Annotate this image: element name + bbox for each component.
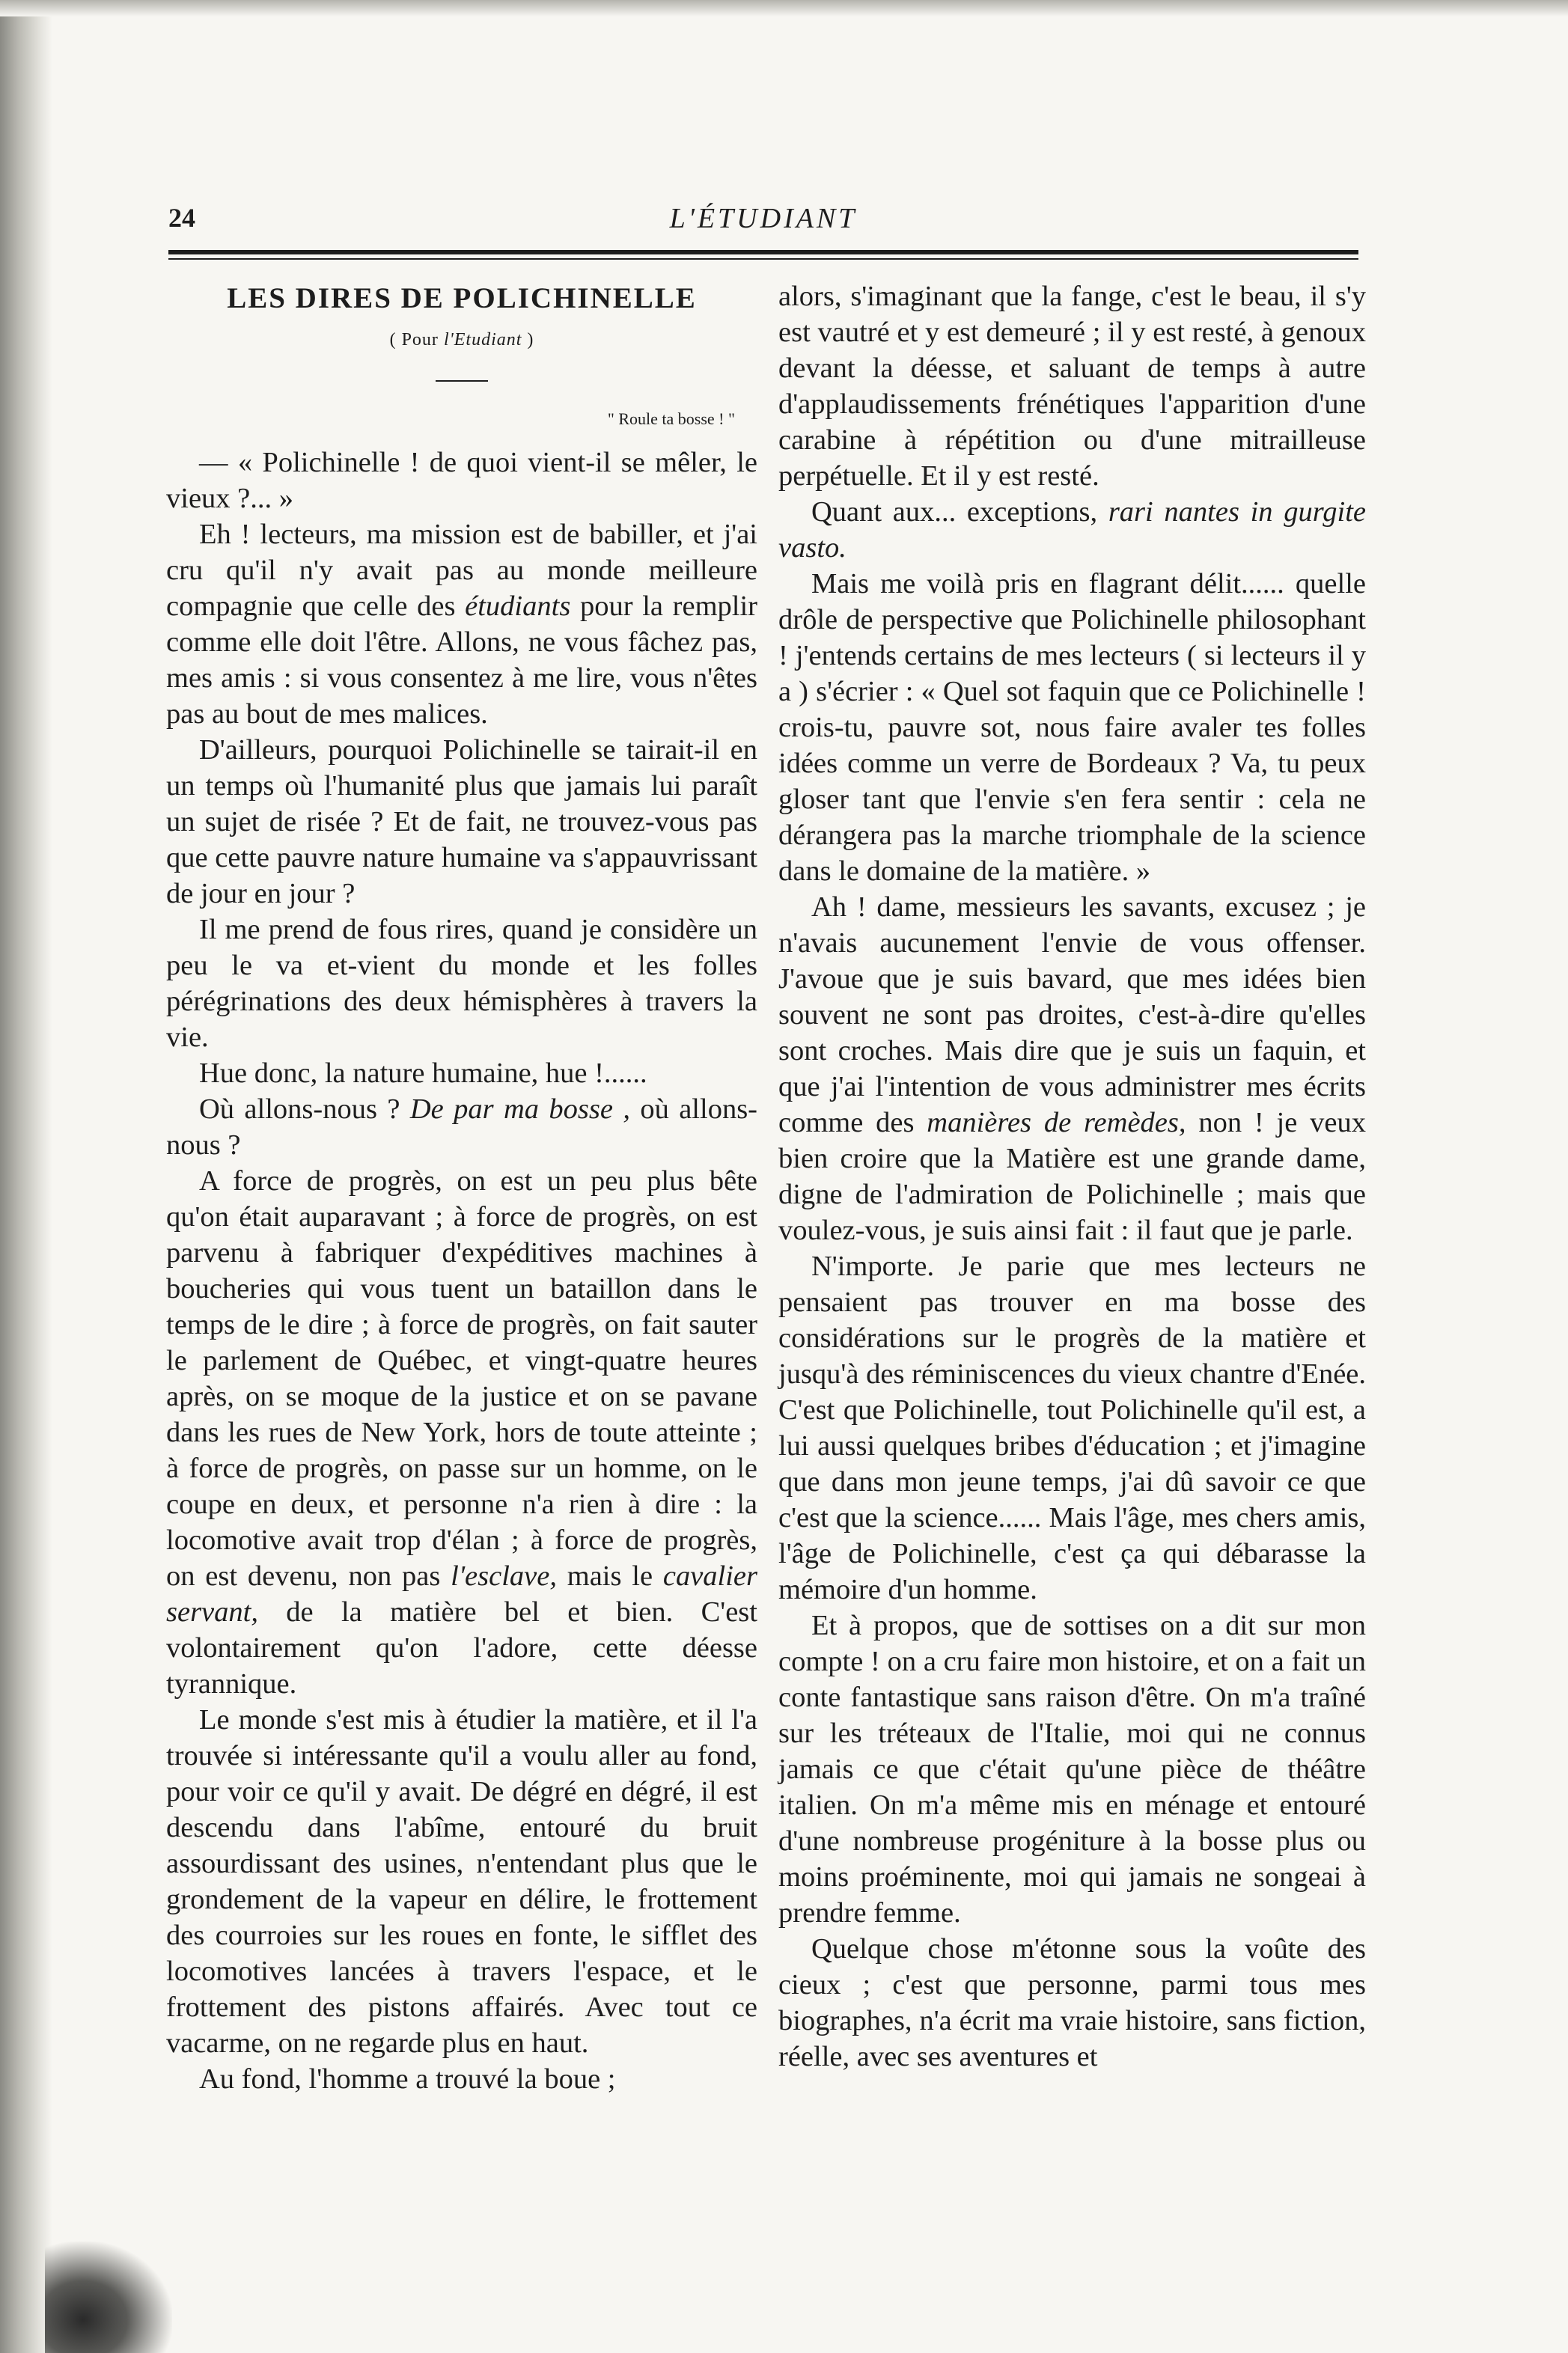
paragraph: Hue donc, la nature humaine, hue !...... xyxy=(199,1058,647,1089)
paragraph: Quant aux... exceptions, rari nantes in gurgite vasto. xyxy=(778,496,1366,564)
left-column xyxy=(166,278,757,2097)
header-rule-thin xyxy=(168,258,1358,260)
running-title: L'ÉTUDIANT xyxy=(669,203,858,234)
paragraph: N'importe. Je parie que mes lecteurs ne pensaient pas trouver en ma bosse des considérations sur le progrès de la matière et jusqu'à des réminiscences du vieux chantre d'Enée. C'est que Polichinelle, tout Polichinelle qu'il est, a lui aussi quelques bribes d'éducation ; et j'imagine que dans mon jeune temps, j'ai dû savoir ce que c'est que la science...... Mais l'âge, mes chers amis, l'âge de Polichinelle, c'est ça qui débarasse la mémoire d'un homme. xyxy=(778,1251,1366,1605)
paragraph: — « Polichinelle ! de quoi vient-il se mêler, le vieux ?... » xyxy=(166,447,757,514)
right-column xyxy=(778,278,1366,2075)
page-number: 24 xyxy=(168,203,195,233)
epigraph: " Roule ta bosse ! " xyxy=(607,409,735,428)
paragraph: Quelque chose m'étonne sous la voûte des cieux ; c'est que personne, parmi tous mes biographes, n'a écrit ma vraie histoire, sans fiction, réelle, avec ses aventures et xyxy=(778,1933,1366,2072)
paragraph: Il me prend de fous rires, quand je considère un peu le va et-vient du monde et les folles pérégrinations des deux hémisphères à travers la vie. xyxy=(166,914,757,1053)
article-title: LES DIRES DE POLICHINELLE xyxy=(227,282,697,314)
header-rule-thick xyxy=(168,250,1358,254)
page-top-edge xyxy=(0,0,1568,16)
paragraph: Le monde s'est mis à étudier la matière, et il l'a trouvée si intéressante qu'il a voulu aller au fond, pour voir ce qu'il y avait. De dégré en dégré, il est descendu dans l'abîme, entouré du bruit assourdissant des usines, n'entendant plus que le grondement de la vapeur en délire, le frottement des courroies sur les roues en fonte, le sifflet des locomotives lancées à travers l'espace, et le frottement des pistons affairés. Avec tout ce vacarme, on ne regarde plus en haut. xyxy=(166,1704,757,2059)
paragraph: D'ailleurs, pourquoi Polichinelle se tairait-il en un temps où l'humanité plus que jamais lui paraît un sujet de risée ? Et de fait, ne trouvez-vous pas que cette pauvre nature humaine va s'appauvrissant de jour en jour ? xyxy=(166,734,757,909)
article-byline: ( Pour l'Etudiant ) xyxy=(389,330,534,350)
paragraph: Où allons-nous ? De par ma bosse , où allons-nous ? xyxy=(166,1093,757,1161)
paragraph: Et à propos, que de sottises on a dit sur mon compte ! on a cru faire mon histoire, et on a fait un conte fantastique sans raison d'être. On m'a traîné sur les tréteaux de l'Italie, moi qui ne connus jamais ce que c'était qu'une pièce de théâtre italien. On m'a même mis en ménage et entouré d'une nombreuse progéniture à la bosse plus ou moins proéminente, moi qui jamais ne songeai à prendre femme. xyxy=(778,1610,1366,1929)
paragraph: A force de progrès, on est un peu plus bête qu'on était auparavant ; à force de progrès, on est parvenu à fabriquer d'expéditives machines à boucheries qui vous tuent un bataillon dans le temps de le dire ; à force de progrès, on fait sauter le parlement de Québec, et vingt-quatre heures après, on se moque de la justice et on se pavane dans les rues de New York, hors de toute atteinte ; à force de progrès, on passe sur un homme, on le coupe en deux, et personne n'a rien à dire : la locomotive avait trop d'élan ; à force de progrès, on est devenu, non pas l'esclave, mais le cavalier servant, de la matière bel et bien. C'est volontairement qu'on l'adore, cette déesse tyrannique. xyxy=(166,1165,757,1700)
paragraph: Eh ! lecteurs, ma mission est de babiller, et j'ai cru qu'il n'y avait pas au monde meilleure compagnie que celle des étudiants pour la remplir comme elle doit l'être. Allons, ne vous fâchez pas, mes amis : si vous consentez à me lire, vous n'êtes pas au bout de mes malices. xyxy=(166,519,757,730)
page-corner-shadow xyxy=(45,2241,172,2353)
page-binding-shadow xyxy=(0,0,52,2353)
paragraph: Ah ! dame, messieurs les savants, excusez ; je n'avais aucunement l'envie de vous offenser. J'avoue que je suis bavard, que mes idées bien souvent ne sont pas droites, c'est-à-dire qu'elles sont croches. Mais dire que je suis un faquin, et que j'ai l'intention de vous administrer mes écrits comme des manières de remèdes, non ! je veux bien croire que la Matière est une grande dame, digne de l'admiration de Polichinelle ; mais que voulez-vous, je suis ainsi fait : il faut que je parle. xyxy=(778,891,1366,1246)
paragraph: alors, s'imaginant que la fange, c'est le beau, il s'y est vautré et y est demeuré ; il y est resté, à genoux devant la déesse, et saluant de temps à autre d'applaudissements frénétiques l'apparition d'une carabine à répétition ou d'une mitrailleuse perpétuelle. Et il y est resté. xyxy=(778,281,1366,492)
page-header xyxy=(168,202,1358,247)
paragraph: Mais me voilà pris en flagrant délit...... quelle drôle de perspective que Polichinelle philosophant ! j'entends certains de mes lecteurs ( si lecteurs il y a ) s'écrier : « Quel sot faquin que ce Polichinelle ! crois-tu, pauvre sot, nous faire avaler tes folles idées comme un verre de Bordeaux ? Va, tu peux gloser tant que l'envie s'en fera sentir : cela ne dérangera pas la marche triomphale de la science dans le domaine de la matière. » xyxy=(778,568,1366,887)
paragraph: Au fond, l'homme a trouvé la boue ; xyxy=(199,2063,616,2095)
byline-publication: l'Etudiant xyxy=(443,330,522,350)
title-separator xyxy=(436,380,488,382)
